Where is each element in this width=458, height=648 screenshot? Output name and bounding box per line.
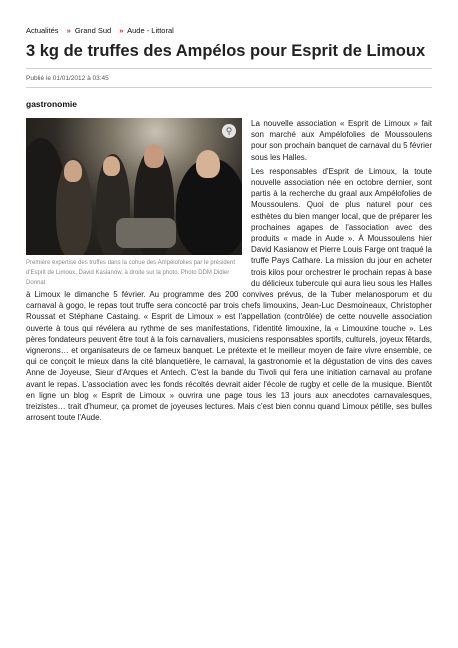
section-label: gastronomie	[26, 99, 78, 109]
breadcrumb-item-grand-sud[interactable]: Grand Sud	[74, 26, 112, 35]
paragraph: Les responsables d'Esprit de Limoux, la toute nouvelle association née en octobre dernier, sont partis à la recherche du graal aux Ampélofolies de Moussoulens. Quoi de plus naturel pour ces esthètes du bien manger local, que de préparer les prochaines agapes de l'association avec des produits « made in Aude ». À Moussoulens hier David Kasianow et Pierre Louis Farge ont traqué la truffe Pays Cathare. La mission du jour en acheter trois kilos pour orchestrer le prochain repas à base du délicieux tubercule qui aura lieu sous les Halles à Limoux le dimanche 5 février. Au programme des 200 convives prévus, de la Tuber melanosporum et du carnaval à gogo, le repas tout truffe sera concocté par trois chefs limouxins, Jean-Luc Desmoineaux, Christopher Roussat et Stéphane Castaing. « Esprit de Limoux » est l'appellation (contrôlée) de cette nouvelle association ouverte à tous qui révélera au rythme de ses manifestations, l'identité limouxine, la « Limouxine touche ». Les pères fondateurs peuvent être tout à la fois carnavaliers, musiciens responsables sportifs, culturels, joyeux fêtards, vignerons… et organisateurs de ce fameux banquet. Le prétexte et le meilleur moyen de faire vivre ensemble, ce qui ce conçoit le mieux dans la cité blanquetière, le carnaval, la gastronomie et la dégustation de vins des caves Anne de Joyeuse, Sieur d'Arques et Antech. C'est la bande du Tivoli qui fera une initiation carnaval au profane avant le repas. L'association avec les fonds récoltés devrait aider l'école de rugby et celle de la musique. Bientôt en ligne un blog « Esprit de Limoux » ouvrira une page tous les 13 jours aux anecdotes carnavalesques, treizistes… trait d'humeur, ça promet de joyeuses lectures. Mais c'est bien connu quand Limoux pétille, ses bulles arrosent toute l'Aude.	[26, 166, 432, 423]
breadcrumb	[26, 26, 432, 35]
article-page	[26, 26, 432, 426]
publish-date: Publié le 01/01/2012 à 03:45	[26, 75, 109, 82]
paragraph: La nouvelle association « Esprit de Limoux » fait son marché aux Ampélofolies de Moussoulens pour son prochain banquet de carnaval du 5 février sous les Halles.	[251, 119, 433, 162]
article-photo[interactable]	[26, 118, 242, 255]
magnifier-icon[interactable]: ⚲	[222, 124, 236, 138]
photo-figure	[64, 160, 82, 182]
photo-figure	[116, 218, 176, 248]
photo-figure	[103, 156, 120, 176]
photo-figure	[196, 150, 220, 178]
photo-figure	[144, 144, 164, 168]
photo-caption: Première expertise des truffes dans la cohue des Ampélofolies par le président d'Esprit de Limoux, David Kasianow, à droite sur la photo. Photo DDM Didier Donnat	[26, 260, 236, 286]
divider	[26, 68, 432, 69]
breadcrumb-item-actualites[interactable]: Actualités	[26, 26, 59, 35]
article-title: 3 kg de truffes des Ampélos pour Esprit de Limoux	[26, 42, 426, 60]
breadcrumb-separator-icon: »	[119, 26, 124, 35]
breadcrumb-separator-icon: »	[66, 26, 71, 35]
divider	[26, 87, 432, 88]
article-content	[26, 118, 432, 423]
breadcrumb-item-aude-littoral[interactable]: Aude - Littoral	[127, 26, 174, 35]
article-figure	[26, 118, 242, 288]
